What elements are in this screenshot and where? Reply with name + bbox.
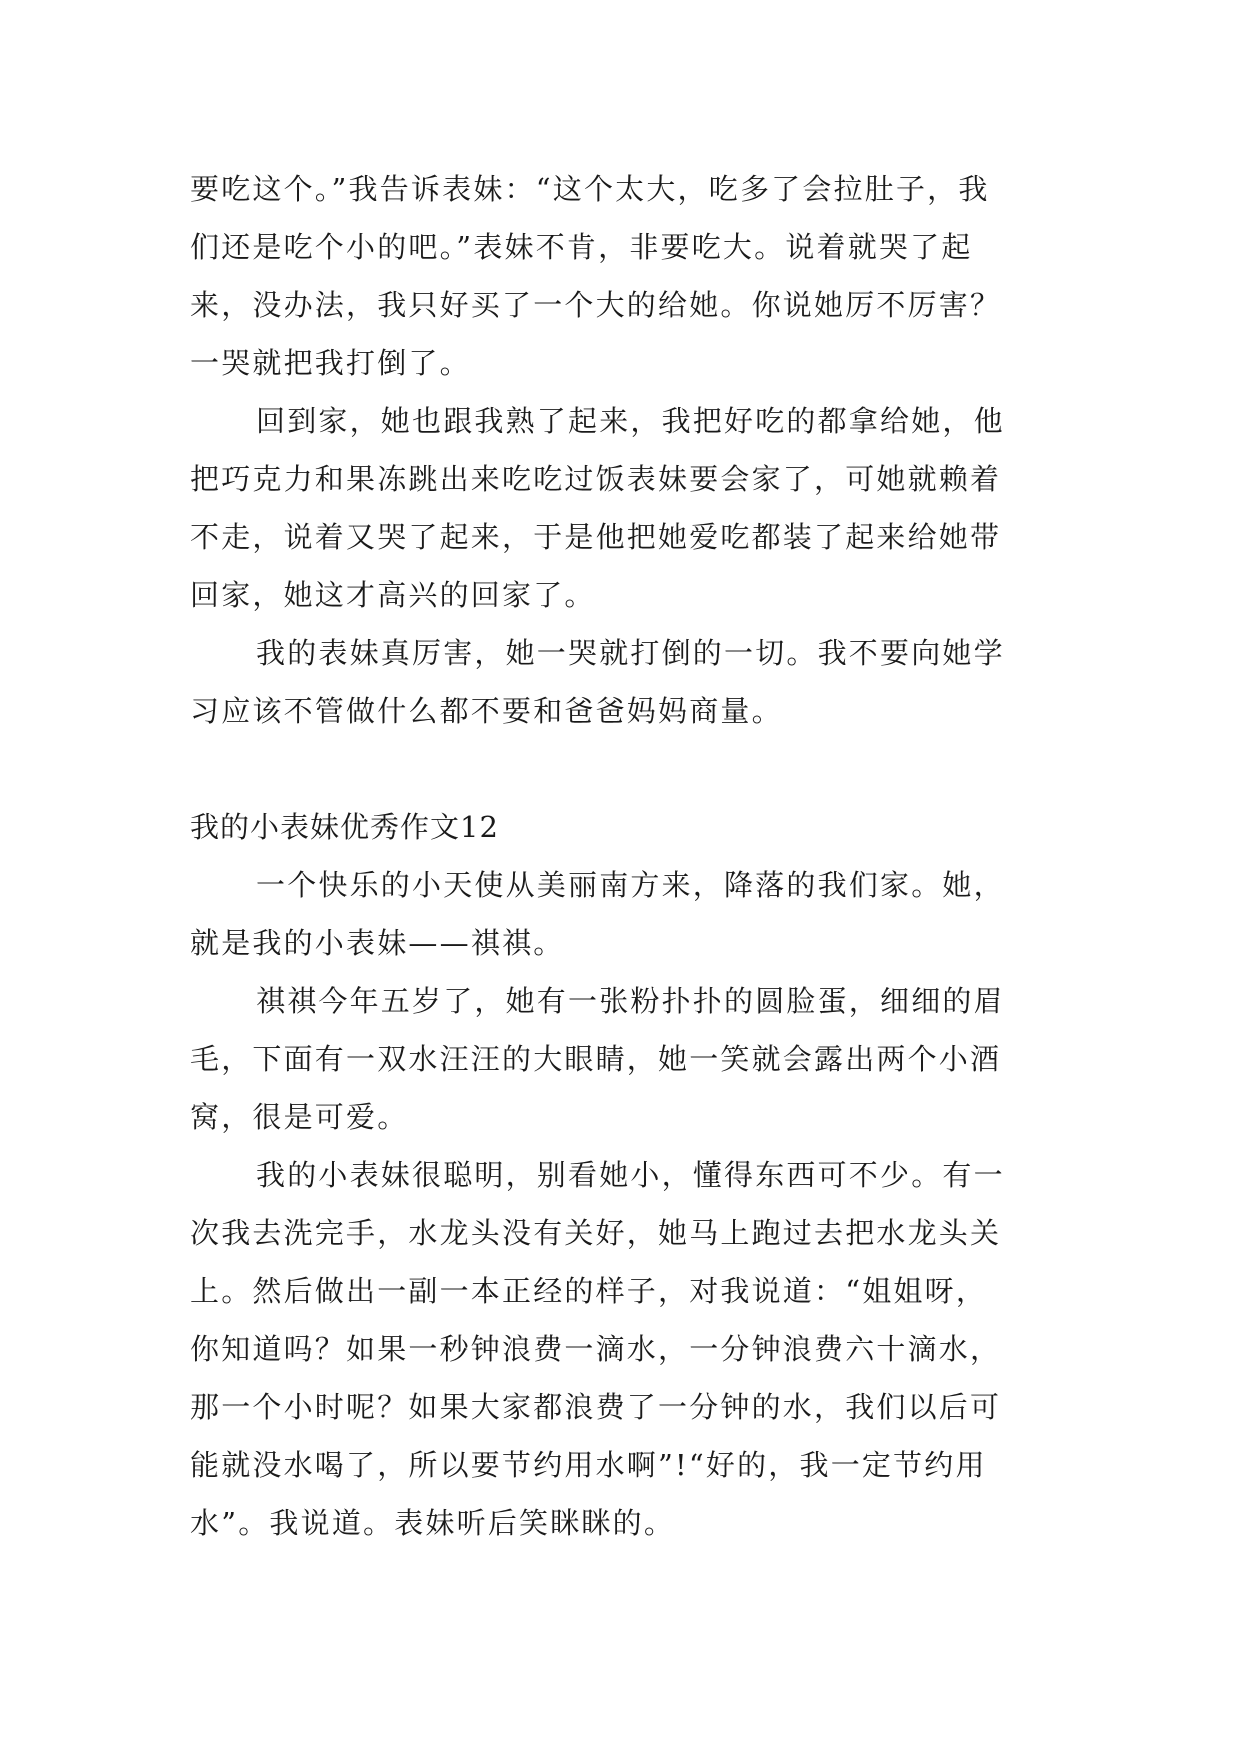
text-line: 能就没水喝了，所以要节约用水啊”!“好的，我一定节约用 [190, 1448, 987, 1482]
text-line: 把巧克力和果冻跳出来吃吃过饭表妹要会家了，可她就赖着 [190, 462, 1002, 496]
text-line: 回到家，她也跟我熟了起来，我把好吃的都拿给她，他 [256, 404, 1005, 438]
text-line: 们还是吃个小的吧。”表妹不肯，非要吃大。说着就哭了起 [190, 230, 973, 264]
text-line: 那一个小时呢？如果大家都浪费了一分钟的水，我们以后可 [190, 1390, 1002, 1424]
text-line: 窝，很是可爱。 [190, 1100, 409, 1134]
text-line: 祺祺今年五岁了，她有一张粉扑扑的圆脸蛋，细细的眉 [256, 984, 1005, 1018]
text-line: 回家，她这才高兴的回家了。 [190, 578, 596, 612]
text-line: 一个快乐的小天使从美丽南方来，降落的我们家。她， [256, 868, 1005, 902]
paragraph-5 [190, 972, 1060, 1146]
text-line: 你知道吗？如果一秒钟浪费一滴水，一分钟浪费六十滴水， [190, 1332, 1002, 1366]
text-line: 要吃这个。”我告诉表妹：“这个太大，吃多了会拉肚子，我 [190, 172, 990, 206]
paragraph-4 [190, 856, 1060, 972]
text-line: 我的表妹真厉害，她一哭就打倒的一切。我不要向她学 [256, 636, 1005, 670]
text-line: 习应该不管做什么都不要和爸爸妈妈商量。 [190, 694, 783, 728]
paragraph-2 [190, 392, 1060, 624]
paragraph-6 [190, 1146, 1060, 1552]
text-line: 不走，说着又哭了起来，于是他把她爱吃都装了起来给她带 [190, 520, 1002, 554]
paragraph-3 [190, 624, 1060, 740]
text-line: 水”。我说道。表妹听后笑眯眯的。 [190, 1506, 676, 1540]
text-line: 我的小表妹很聪明，别看她小，懂得东西可不少。有一 [256, 1158, 1005, 1192]
text-line: 来，没办法，我只好买了一个大的给她。你说她厉不厉害？ [190, 288, 1002, 322]
text-line: 毛，下面有一双水汪汪的大眼睛，她一笑就会露出两个小酒 [190, 1042, 1002, 1076]
section-spacer [190, 740, 1060, 798]
text-line: 上。然后做出一副一本正经的样子，对我说道：“姐姐呀， [190, 1274, 988, 1308]
paragraph-1 [190, 160, 1060, 392]
document-page [190, 160, 1060, 1552]
essay-title: 我的小表妹优秀作文12 [190, 810, 499, 844]
text-line: 一哭就把我打倒了。 [190, 346, 471, 380]
text-line: 就是我的小表妹——祺祺。 [190, 926, 565, 960]
text-line: 次我去洗完手，水龙头没有关好，她马上跑过去把水龙头关 [190, 1216, 1002, 1250]
